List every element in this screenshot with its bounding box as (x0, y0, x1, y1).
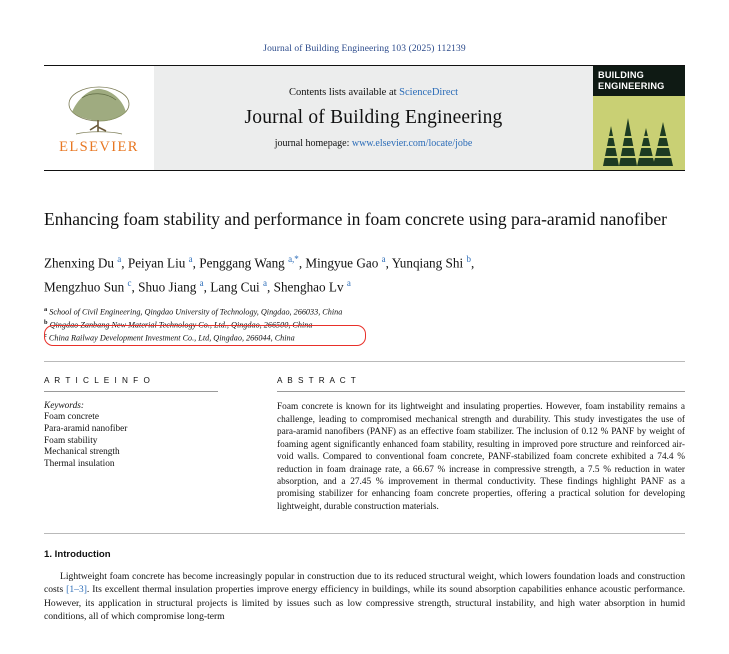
cover-trees-icon (593, 96, 685, 170)
cover-title-line1: BUILDING (598, 70, 645, 80)
author-line-1: Zhenxing Du $^a$, Peiyan Liu $^a$, Penggang Wang $^{a,*}$, Mingyue Gao $^a$, Yunqiang Shi $^b$, (44, 254, 475, 271)
article-content (44, 207, 685, 623)
sciencedirect-link[interactable]: ScienceDirect (399, 87, 459, 98)
affiliations (44, 305, 685, 345)
intro-text-post: . Its excellent thermal insulation properties improve energy efficiency in buildings, while its sound absorption capabilities enhance acoustic performance. However, its application in structural projects is limited by issues such as low compressive strength, structural instability, and high water absorption in humid conditions, all of which compromise long-term (44, 584, 685, 622)
keyword-item: Mechanical strength (44, 447, 120, 458)
keywords-label: Keywords: (44, 401, 84, 412)
author-list (44, 249, 685, 298)
abstract-rule (277, 391, 685, 392)
homepage-link[interactable]: www.elsevier.com/locate/jobe (351, 138, 473, 149)
info-abstract-row (44, 376, 685, 513)
publisher-logo (44, 66, 154, 170)
journal-cover-thumbnail (593, 66, 685, 170)
homepage-prefix: journal homepage: (274, 138, 352, 149)
article-title: Enhancing foam stability and performance in foam concrete using para-aramid nanofiber (44, 209, 667, 229)
contents-prefix: Contents lists available at (288, 87, 400, 98)
keyword-item: Foam concrete (44, 412, 99, 423)
citation-link[interactable]: [1–3] (66, 584, 87, 596)
article-info-rule (44, 391, 218, 392)
keyword-item: Foam stability (44, 435, 98, 446)
running-head: Journal of Building Engineering 103 (2025) 112139 (263, 44, 466, 54)
homepage-line (275, 138, 473, 149)
affiliation-c-text: China Railway Development Investment Co., Ltd, Qingdao, 266044, China (48, 333, 295, 343)
article-info-heading: A R T I C L E I N F O (44, 376, 152, 386)
masthead-center (154, 66, 593, 170)
elsevier-wordmark: ELSEVIER (59, 139, 139, 155)
affiliation-a-text: School of Civil Engineering, Qingdao University of Technology, Qingdao, 266033, China (49, 307, 343, 317)
introduction-paragraph (44, 570, 685, 623)
contents-line (289, 87, 458, 98)
affiliation-c: $^c$ China Railway Development Investment Co., Ltd, Qingdao, 266044, China (44, 332, 295, 343)
journal-title: Journal of Building Engineering (244, 107, 503, 128)
section-heading-introduction: 1. Introduction (44, 549, 111, 561)
abstract-text: Foam concrete is known for its lightweight and insulating properties. However, foam instability remains a challenge, leading to compromised mechanical strength and durability. This study investigates the use of para-aramid nanofibers (PANF) as an effective foam stabilizer. The inclusion of 0.12 % PANF by weight of foaming agent significantly enhanced foam stability, resulting in improved pore structure and reinforced air-void walls. Compared to conventional foam concrete, PANF-stabilized foam concrete exhibited a 74.4 % reduction in foam drainage rate, a 66.67 % increase in compressive strength, a 7.5 % reduction in water absorption, and a 27.45 % improvement in thermal conductivity. These findings highlight PANF as a promising stabilizer for enhancing foam concrete properties, offering a practical solution for developing lightweight, durable construction materials. (277, 402, 685, 512)
cover-title-line2: ENGINEERING (598, 80, 665, 91)
affiliation-a: $^a$ School of Civil Engineering, Qingdao University of Technology, Qingdao, 266033, China (44, 305, 343, 317)
divider-above-info (44, 361, 685, 362)
keyword-item: Para-aramid nanofiber (44, 424, 128, 435)
abstract-column (263, 376, 685, 513)
cover-artwork (593, 96, 685, 170)
elsevier-tree-icon (60, 82, 138, 138)
cover-title (593, 66, 685, 96)
abstract-heading: A B S T R A C T (277, 376, 358, 386)
affiliation-b-text: Qingdao Zanbang New Material Technology Co., Ltd., Qingdao, 266500, China (49, 320, 313, 330)
affiliation-b: $^b$ Qingdao Zanbang New Material Technology Co., Ltd., Qingdao, 266500, China (44, 319, 313, 330)
journal-masthead (44, 65, 685, 171)
divider-above-body (44, 533, 685, 534)
intro-text-pre: Lightweight foam concrete has become increasingly popular in construction due to its reduced structural weight, which lowers foundation loads and construction costs (44, 571, 685, 596)
author-line-2: Mengzhuo Sun $^c$, Shuo Jiang $^a$, Lang Cui $^a$, Shenghao Lv $^a$ (44, 278, 351, 295)
keyword-item: Thermal insulation (44, 458, 115, 469)
article-info-column (44, 376, 263, 513)
